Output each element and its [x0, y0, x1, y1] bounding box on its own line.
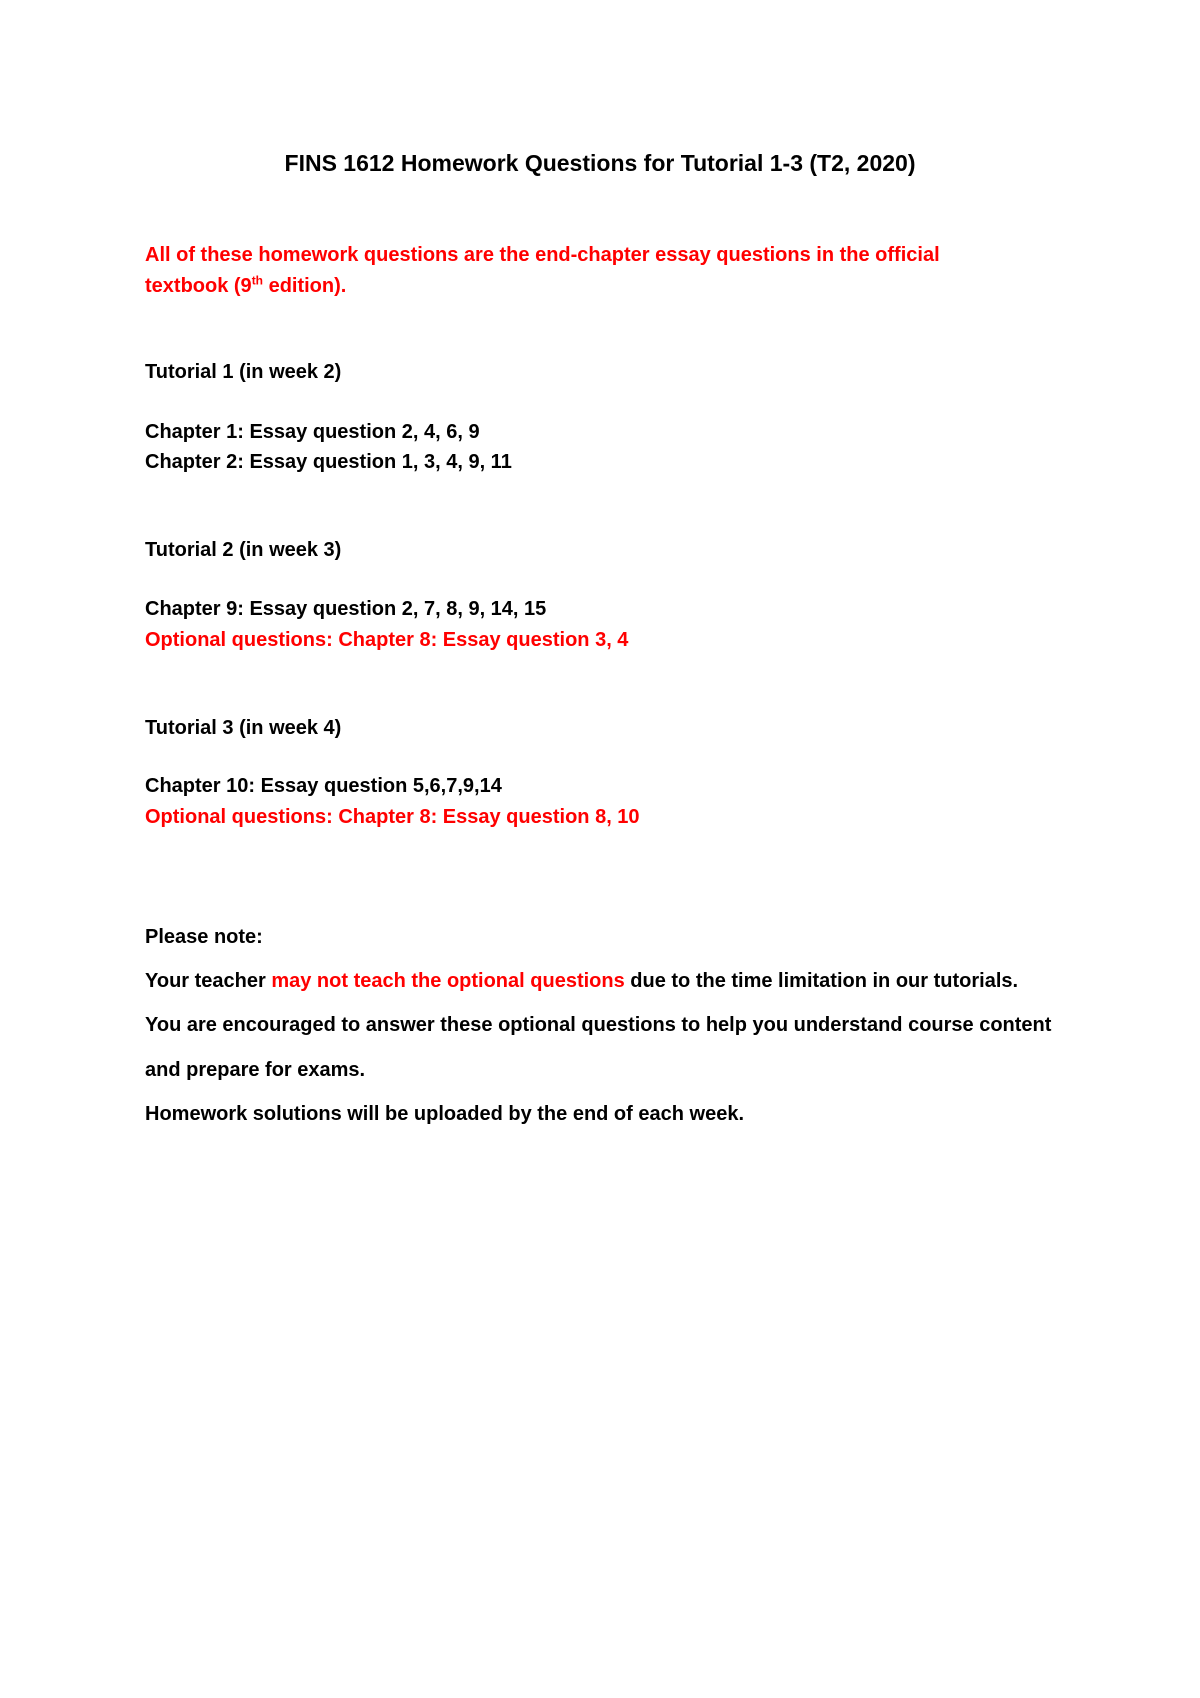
note-heading: Please note: — [145, 926, 263, 948]
tutorial-3-item-1: Chapter 10: Essay question 5,6,7,9,14 — [145, 775, 502, 797]
intro-line-2 — [145, 272, 346, 300]
note-line-1-start: Your teacher — [145, 970, 272, 992]
tutorial-2-item-1: Chapter 9: Essay question 2, 7, 8, 9, 14, 15 — [145, 598, 547, 620]
tutorial-1-item-2: Chapter 2: Essay question 1, 3, 4, 9, 11 — [145, 451, 512, 473]
note-highlight: may not teach the optional questions — [271, 970, 625, 992]
intro-superscript: th — [251, 273, 264, 288]
tutorial-1-heading: Tutorial 1 (in week 2) — [145, 361, 342, 383]
intro-line-2-end: edition). — [263, 275, 347, 297]
tutorial-2-heading: Tutorial 2 (in week 3) — [145, 539, 342, 561]
note-line-2: You are encouraged to answer these optional questions to help you understand course content — [145, 1014, 1052, 1036]
tutorial-3-heading: Tutorial 3 (in week 4) — [145, 717, 342, 739]
intro-line-1: All of these homework questions are the end-chapter essay questions in the official — [145, 244, 940, 266]
page-title: FINS 1612 Homework Questions for Tutorial 1-3 (T2, 2020) — [284, 150, 916, 176]
note-line-4: Homework solutions will be uploaded by the end of each week. — [145, 1103, 744, 1125]
intro-line-2-start: textbook (9 — [145, 275, 252, 297]
tutorial-2-optional: Optional questions: Chapter 8: Essay question 3, 4 — [145, 629, 629, 651]
tutorial-1-item-1: Chapter 1: Essay question 2, 4, 6, 9 — [145, 421, 480, 443]
note-line-3: and prepare for exams. — [145, 1059, 366, 1081]
note-line-1 — [145, 967, 1018, 995]
note-line-1-end: due to the time limitation in our tutorials. — [624, 970, 1019, 992]
tutorial-3-optional: Optional questions: Chapter 8: Essay question 8, 10 — [145, 806, 640, 828]
